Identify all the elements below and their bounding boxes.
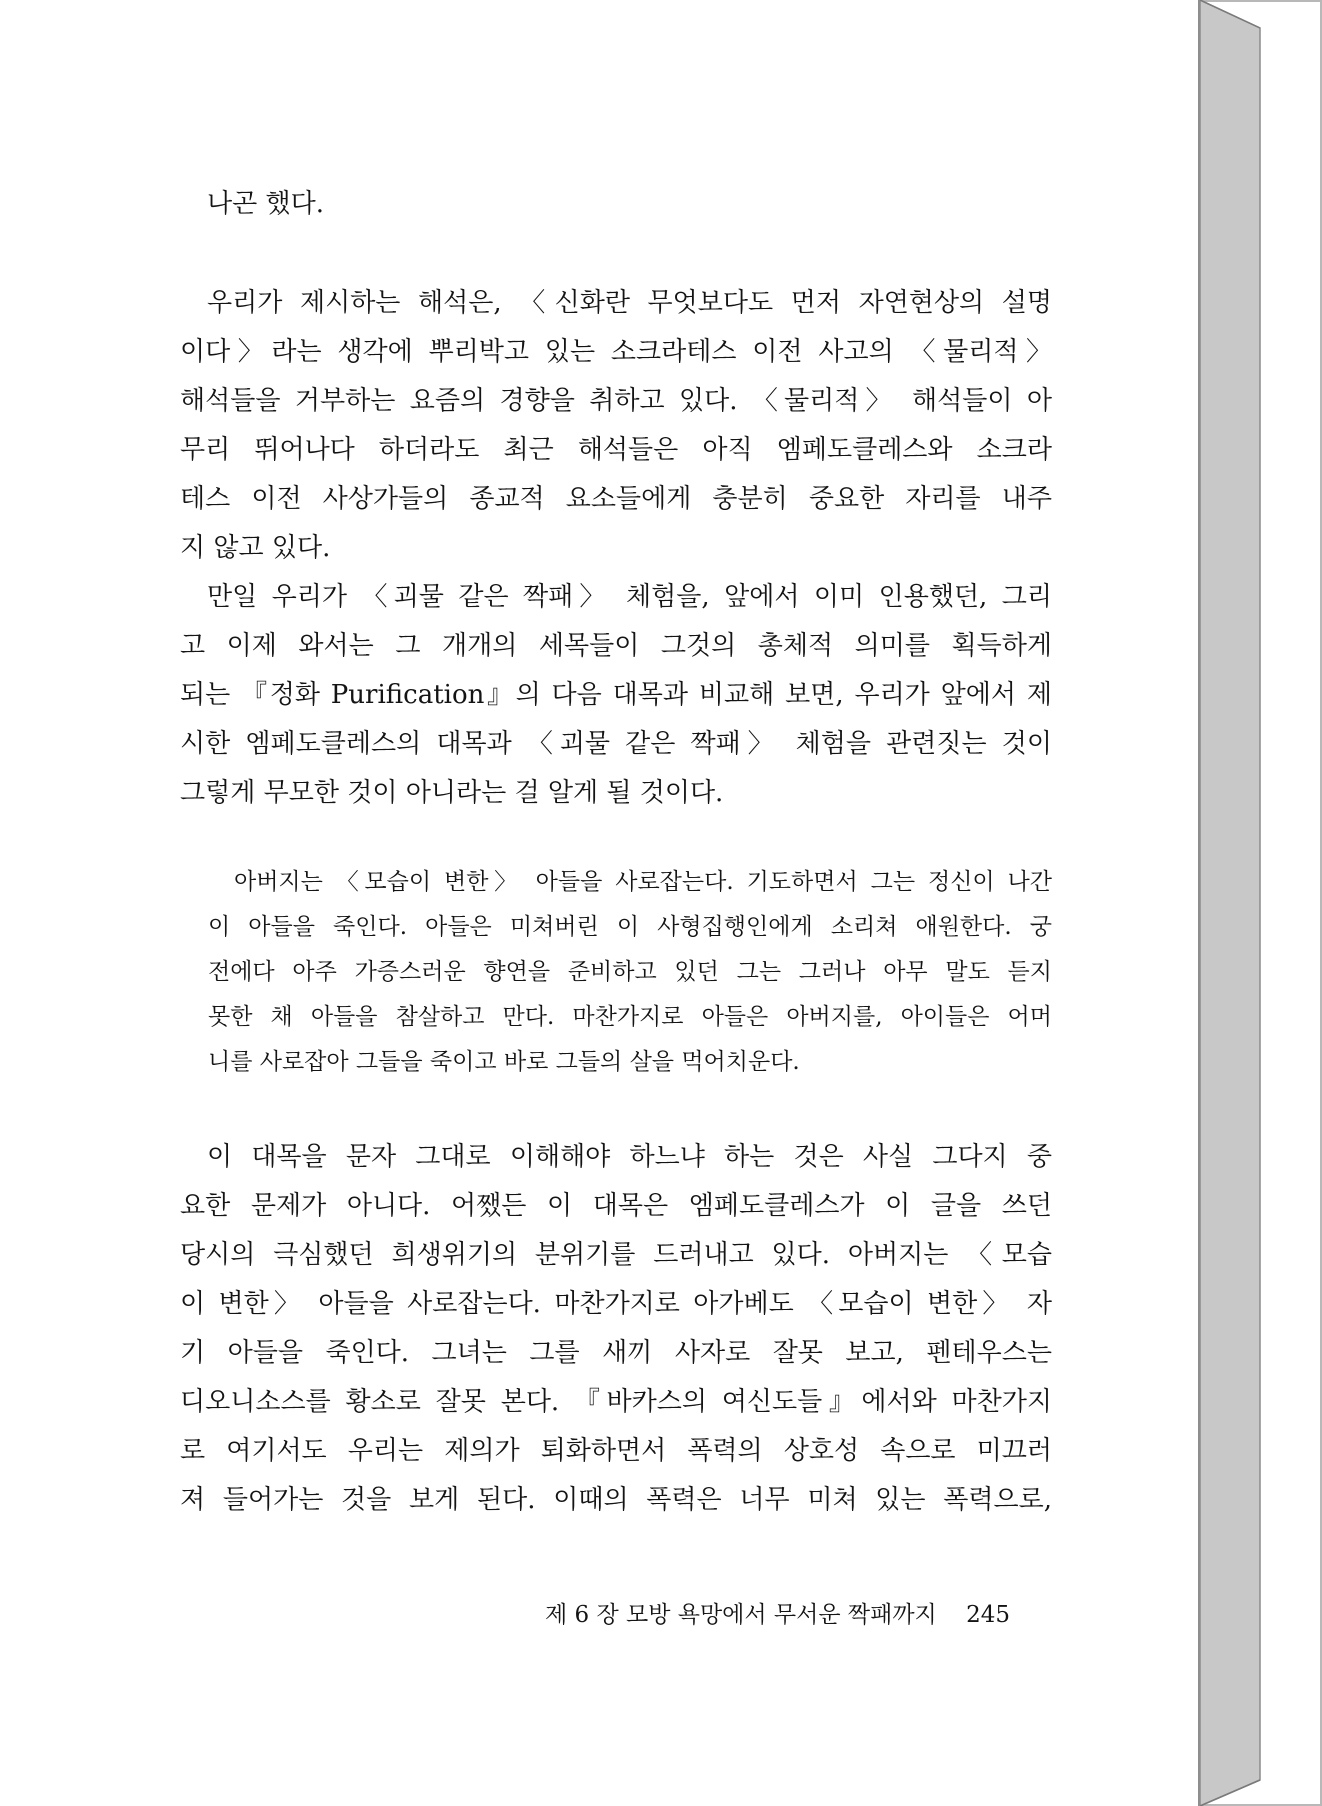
quote-line: 아버지는 〈모습이 변한〉 아들을 사로잡는다. 기도하면서 그는 정신이 나간 [234,869,1052,895]
page-block-edge [1200,0,1322,1806]
text-line: 당시의 극심했던 희생위기의 분위기를 드러내고 있다. 아버지는 〈모습 [180,1240,1052,1270]
text-line: 디오니소스를 황소로 잘못 본다. 『바카스의 여신도들』에서와 마찬가지 [180,1387,1052,1417]
text-line: 시한 엠페도클레스의 대목과 〈괴물 같은 짝패〉 체험을 관련짓는 것이 [180,729,1052,759]
text-line: 이다〉라는 생각에 뿌리박고 있는 소크라테스 이전 사고의 〈물리적〉 [180,337,1052,367]
text-line: 우리가 제시하는 해석은, 〈신화란 무엇보다도 먼저 자연현상의 설명 [207,288,1052,318]
text-line: 무리 뛰어나다 하더라도 최근 해석들은 아직 엠페도클레스와 소크라 [180,435,1052,465]
text-line: 이 대목을 문자 그대로 이해해야 하느냐 하는 것은 사실 그다지 중 [207,1142,1052,1172]
running-head: 제 6 장 모방 욕망에서 무서운 짝패까지 [545,1602,937,1628]
quote-line: 못한 채 아들을 참살하고 만다. 마찬가지로 아들은 아버지를, 아이들은 어머 [208,1004,1052,1030]
quote-line: 이 아들을 죽인다. 아들은 미쳐버린 이 사형집행인에게 소리쳐 애원한다. 궁 [208,914,1052,940]
text-line: 로 여기서도 우리는 제의가 퇴화하면서 폭력의 상호성 속으로 미끄러 [180,1436,1052,1466]
text-line: 고 이제 와서는 그 개개의 세목들이 그것의 총체적 의미를 획득하게 [180,631,1052,661]
text-line: 기 아들을 죽인다. 그녀는 그를 새끼 사자로 잘못 보고, 펜테우스는 [180,1338,1052,1368]
paragraph-continuation [180,180,1052,229]
page-number: 245 [966,1602,1010,1628]
text-line: 해석들을 거부하는 요즘의 경향을 취하고 있다. 〈물리적〉 해석들이 아 [180,386,1052,416]
text-line: 만일 우리가 〈괴물 같은 짝패〉 체험을, 앞에서 이미 인용했던, 그리 [207,582,1052,612]
block-quote [208,860,1052,1085]
paragraph-interpretation [180,279,1052,573]
text-line: 지 않고 있다. [180,533,331,563]
text-line: 이 변한〉 아들을 사로잡는다. 마찬가지로 아가베도 〈모습이 변한〉 자 [180,1289,1052,1319]
quote-line: 니를 사로잡아 그들을 죽이고 바로 그들의 살을 먹어치운다. [208,1049,800,1075]
text-line: 그렇게 무모한 것이 아니라는 걸 알게 될 것이다. [180,778,724,808]
quote-line: 전에다 아주 가증스러운 향연을 준비하고 있던 그는 그러나 아무 말도 듣지 [208,959,1052,985]
text-line: 져 들어가는 것을 보게 된다. 이때의 폭력은 너무 미쳐 있는 폭력으로, [180,1485,1052,1515]
page-body [180,180,1052,1525]
paragraph-analysis [180,1133,1052,1525]
page-footer [545,1596,1010,1629]
text-line: 테스 이전 사상가들의 종교적 요소들에게 충분히 중요한 자리를 내주 [180,484,1052,514]
paragraph-comparison [180,573,1052,818]
text-line: 요한 문제가 아니다. 어쨌든 이 대목은 엠페도클레스가 이 글을 쓰던 [180,1191,1052,1221]
text-line: 되는 『정화 Purification』의 다음 대목과 비교해 보면, 우리가 앞에서 제 [180,680,1052,710]
text-line: 나곤 했다. [207,189,324,219]
